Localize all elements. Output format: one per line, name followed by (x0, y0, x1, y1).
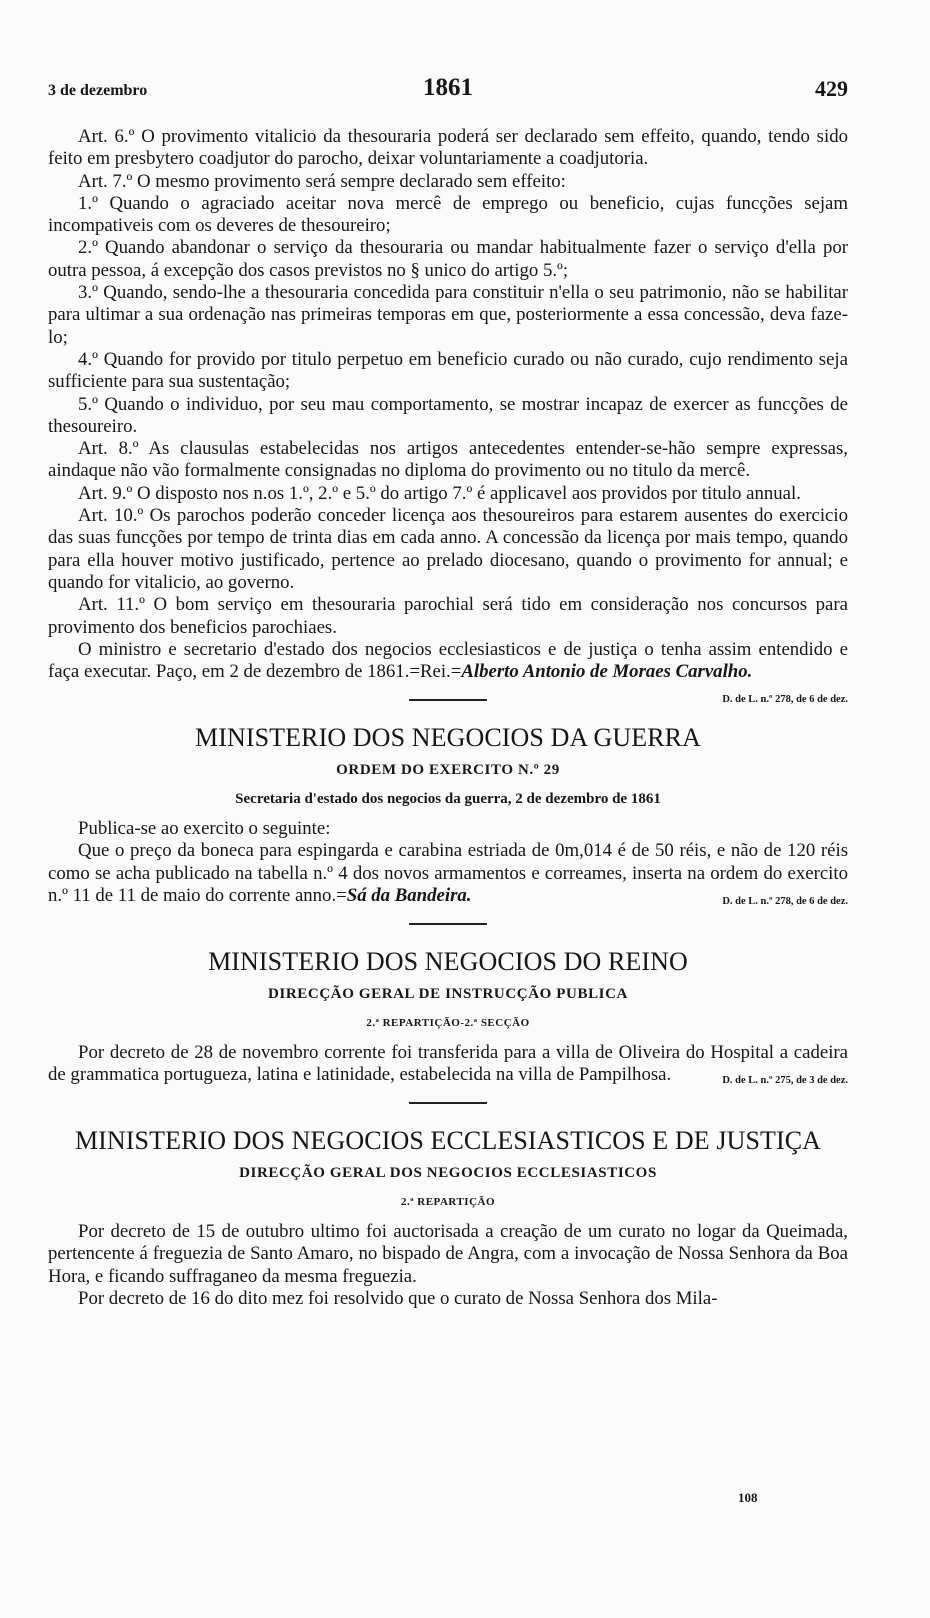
page-header (48, 74, 848, 104)
closing-paragraph (48, 638, 848, 706)
paragraph (48, 840, 848, 907)
source-citation: D. de L. n.º 278, de 6 de dez. (722, 694, 848, 706)
decree-text: Por decreto de 28 de novembro corrente foi transferida para a villa de Oliveira do Hospital a cadeira de grammatica portugueza, latina e latinidade, estabelecida na villa de Pampilhosa. (48, 1041, 848, 1086)
section-divider (409, 699, 487, 701)
article-7: Art. 7.º O mesmo provimento será sempre declarado sem effeito: (78, 170, 566, 192)
section-divider (409, 923, 487, 925)
header-date: 3 de dezembro (48, 82, 148, 99)
order-text: Que o preço da boneca para espingarda e carabina estriada de 0m,014 é de 50 réis, e não de 120 réis como se acha publicado na tabella n.º 4 dos novos armamentos e correames, inserta na ordem do exercito n.º 11 de 11 de maio do corrente anno.= (48, 840, 848, 906)
paragraph: Por decreto de 15 de outubro ultimo foi auctorisada a creação de um curato no logar da Queimada, pertencente á freguezia de Santo Amaro, no bispado de Angra, com a invocação de Nossa Senhora da Boa Hora, e ficando suffraganeo da mesma freguezia. (48, 1220, 848, 1287)
order-title: ORDEM DO EXERCITO N.º 29 (336, 762, 560, 779)
article-6: Art. 6.º O provimento vitalicio da thesouraria poderá ser declarado sem effeito, quando, tendo sido feito em presbytero coadjutor do parocho, deixar voluntariamente a coadjutoria. (48, 126, 848, 170)
signature: Alberto Antonio de Moraes Carvalho. (461, 661, 753, 683)
direction-title: DIRECÇÃO GERAL DOS NEGOCIOS ECCLESIASTICOS (239, 1165, 657, 1182)
paragraph (48, 1042, 848, 1087)
article-7-item-5: 5.º Quando o individuo, por seu mau comportamento, se mostrar incapaz de exercer as funcções de thesoureiro. (48, 393, 848, 437)
closing-text: O ministro e secretario d'estado dos negocios ecclesiasticos e de justiça o tenha assim entendido e faça executar. Paço, em 2 de dezembro de 1861.=Rei.= (48, 638, 848, 683)
order-subtitle: Secretaria d'estado dos negocios da guerra, 2 de dezembro de 1861 (235, 790, 661, 807)
source-citation: D. de L. n.º 275, de 3 de dez. (722, 1075, 848, 1087)
section-divider (409, 1102, 487, 1104)
article-7-item-3: 3.º Quando, sendo-lhe a thesouraria concedida para constituir n'ella o seu patrimonio, não se habilitar para ultimar a sua ordenação nas primeiras temporas em que, posteriormente a essa concessão, deva faze-lo; (48, 282, 848, 348)
document-body (48, 126, 848, 1310)
page-number: 429 (815, 76, 848, 101)
article-7-item-4: 4.º Quando for provido por titulo perpetuo em beneficio curado ou não curado, cujo rendimento seja sufficiente para sua sustentação; (48, 348, 848, 393)
direction-title: DIRECÇÃO GERAL DE INSTRUCÇÃO PUBLICA (268, 986, 628, 1003)
ministry-title: MINISTERIO DOS NEGOCIOS ECCLESIASTICOS E DE JUSTIÇA (74, 1126, 822, 1156)
source-citation: D. de L. n.º 278, de 6 de dez. (722, 895, 848, 907)
ministry-title: MINISTERIO DOS NEGOCIOS DO REINO (208, 947, 688, 977)
section-label: 2.ª REPARTIÇÃO (400, 1195, 496, 1208)
article-7-item-1: 1.º Quando o agraciado aceitar nova mercê de emprego ou beneficio, cujas funcções sejam incompativeis com os deveres de thesoureiro; (48, 192, 848, 237)
paragraph: Publica-se ao exercito o seguinte: (78, 818, 331, 840)
paragraph: Por decreto de 16 do dito mez foi resolvido que o curato de Nossa Senhora dos Mila- (78, 1287, 718, 1309)
signature-mark: 108 (738, 1490, 758, 1505)
article-8: Art. 8.º As clausulas estabelecidas nos artigos antecedentes entender-se-hão sempre expressas, aindaque não vão formalmente consignadas no diploma do provimento ou no titulo da mercê. (48, 438, 848, 482)
signature: Sá da Bandeira. (346, 884, 472, 906)
ministry-title: MINISTERIO DOS NEGOCIOS DA GUERRA (195, 723, 701, 753)
article-10: Art. 10.º Os parochos poderão conceder licença aos thesoureiros para estarem ausentes do exercicio das suas funcções por tempo de trinta dias em cada anno. A concessão da licença por mais tempo, quando para ella houver motivo justificado, pertence ao prelado diocesano, quando o provimento for annual; e quando for vitalicio, ao governo. (48, 505, 848, 593)
article-9: Art. 9.º O disposto nos n.os 1.º, 2.º e 5.º do artigo 7.º é applicavel aos providos por titulo annual. (78, 482, 801, 504)
article-7-item-2: 2.º Quando abandonar o serviço da thesouraria ou mandar habitualmente fazer o serviço d'ella por outra pessoa, á excepção dos casos previstos no § unico do artigo 5.º; (48, 237, 848, 281)
article-11: Art. 11.º O bom serviço em thesouraria parochial será tido em consideração nos concursos para provimento dos beneficios parochiaes. (48, 594, 848, 638)
section-label: 2.ª REPARTIÇÃO-2.ª SECÇÃO (366, 1016, 530, 1029)
header-year: 1861 (423, 74, 473, 101)
